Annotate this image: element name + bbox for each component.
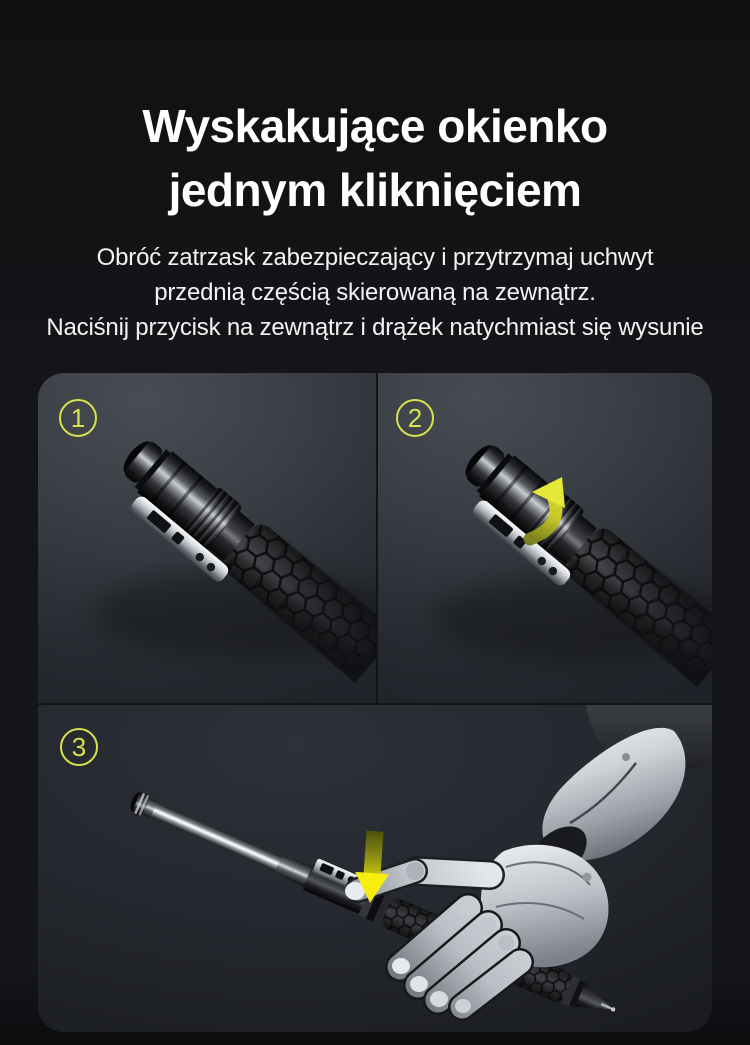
step-3-badge [60,728,98,766]
subtitle-line-2: przednią częścią skierowaną na zewnątrz. [154,279,596,306]
subtitle-line-3: Naciśnij przycisk na zewnątrz i drążek natychmiast się wysunie [46,314,704,341]
page-title [0,94,750,222]
title-line-1: Wyskakujące okienko [142,100,608,152]
subtitle-line-1: Obróć zatrzask zabezpieczający i przytrzymaj uchwyt [96,244,654,271]
step-1-number: 1 [70,403,86,433]
subtitle [0,240,750,345]
title-line-2: jednym kliknięciem [168,164,582,216]
step-2-number: 2 [407,403,423,433]
step-1-badge [59,399,97,437]
step-3-figure [38,705,712,1032]
instruction-panel [38,373,712,1032]
step-3-number: 3 [71,732,87,762]
step-2-badge [396,399,434,437]
robot-hand-extended-baton-illustration [38,705,712,1032]
robot-hand [345,705,712,1013]
